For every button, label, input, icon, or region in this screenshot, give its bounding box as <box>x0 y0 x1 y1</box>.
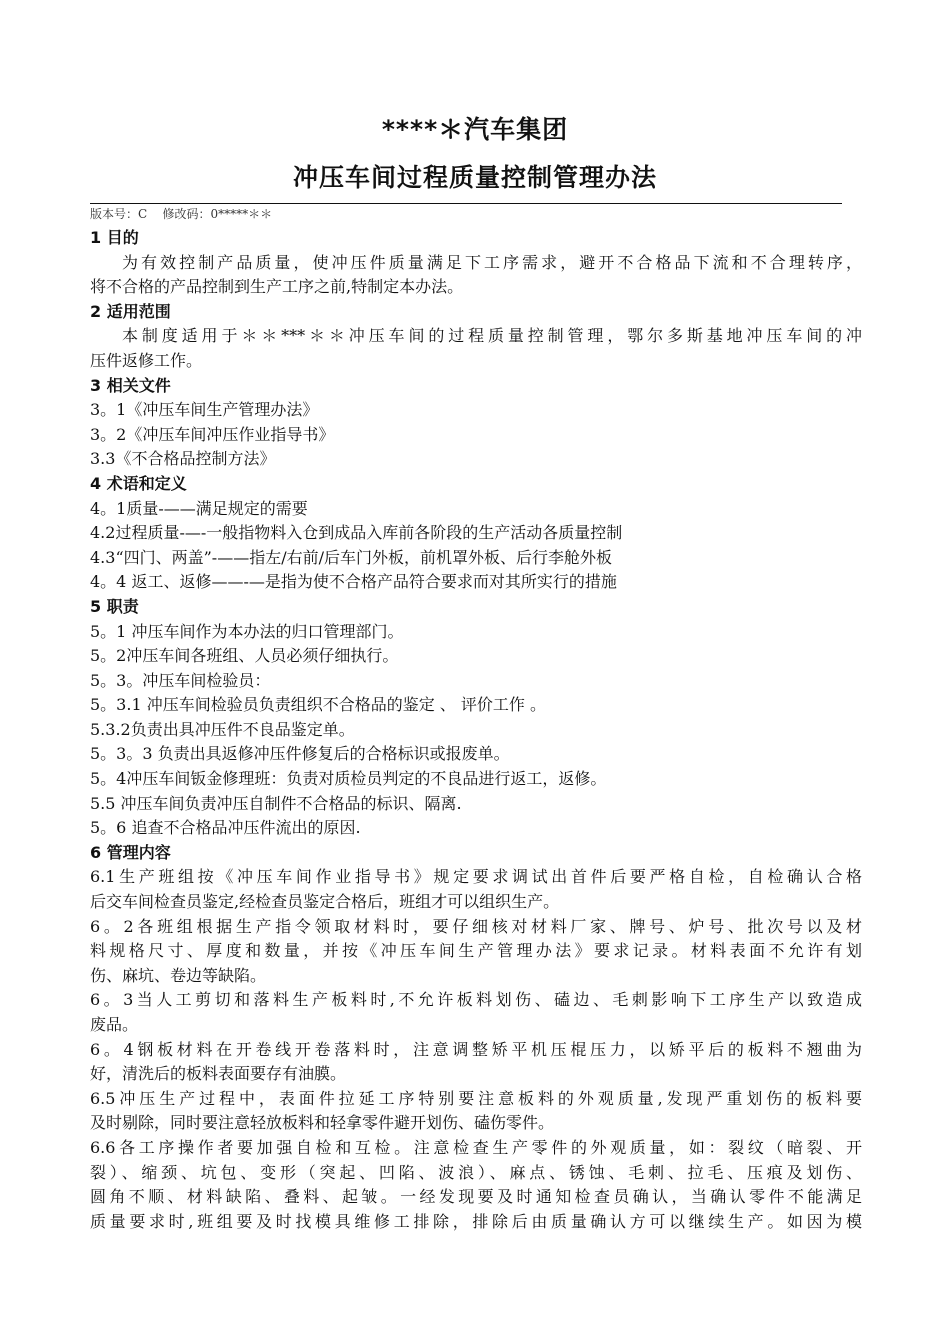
paragraph-line: 3。2《冲压车间冲压作业指导书》 <box>90 424 335 444</box>
paragraph-line: 6.1生产班组按《冲压车间作业指导书》规定要求调试出首件后要严格自检，自检确认合格 <box>90 867 862 887</box>
paragraph-line: 3。1《冲压车间生产管理办法》 <box>90 400 319 420</box>
paragraph-line: 4。1质量-——满足规定的需要 <box>90 498 308 518</box>
paragraph-line: 为有效控制产品质量，使冲压件质量满足下工序需求，避开不合格品下流和不合理转序， <box>122 252 862 272</box>
paragraph-line: 3.3《不合格品控制方法》 <box>90 449 276 469</box>
header-divider <box>90 203 842 204</box>
paragraph-line: 4。4 返工、返修——-—是指为使不合格产品符合要求而对其所实行的措施 <box>90 572 617 592</box>
paragraph-line: 6.6各工序操作者要加强自检和互检。注意检查生产零件的外观质量，如：裂纹（暗裂、开 <box>90 1137 862 1157</box>
paragraph-line: 料规格尺寸、厚度和数量，并按《冲压车间生产管理办法》要求记录。材料表面不允许有划 <box>90 941 862 961</box>
section-heading: 2 适用范围 <box>90 301 171 321</box>
paragraph-line: 5.3.2负责出具冲压件不良品鉴定单。 <box>90 719 355 739</box>
paragraph-line: 5。4冲压车间钣金修理班：负责对质检员判定的不良品进行返工，返修。 <box>90 769 607 789</box>
paragraph-line: 5.5 冲压车间负责冲压自制件不合格品的标识、隔离. <box>90 793 462 813</box>
document-body <box>90 226 862 1234</box>
paragraph-line: 6。3当人工剪切和落料生产板料时,不允许板料划伤、磕边、毛刺影响下工序生产以致造成 <box>90 990 862 1010</box>
paragraph-line: 圆角不顺、材料缺陷、叠料、起皱。一经发现要及时通知检查员确认，当确认零件不能满足 <box>90 1187 862 1207</box>
paragraph-line: 后交车间检查员鉴定,经检查员鉴定合格后，班组才可以组织生产。 <box>90 892 560 912</box>
paragraph-line: 裂）、缩颈、坑包、变形（突起、凹陷、波浪）、麻点、锈蚀、毛刺、拉毛、压痕及划伤、 <box>90 1162 862 1182</box>
paragraph-line: 废品。 <box>90 1015 139 1034</box>
section-heading: 3 相关文件 <box>90 375 171 395</box>
paragraph-line: 5。1 冲压车间作为本办法的归口管理部门。 <box>90 621 404 641</box>
paragraph-line: 好，清洗后的板料表面要存有油膜。 <box>90 1064 347 1084</box>
version-info: 版本号：C 修改码：0*****＊＊ <box>90 207 273 221</box>
paragraph-line: 5。3。冲压车间检验员： <box>90 670 271 690</box>
paragraph-line: 及时剔除，同时要注意轻放板料和轻拿零件避开划伤、磕伤零件。 <box>90 1113 555 1133</box>
paragraph-line: 4.2过程质量-—-一般指物料入仓到成品入库前各阶段的生产活动各质量控制 <box>90 523 623 543</box>
paragraph-line: 5。3.1 冲压车间检验员负责组织不合格品的鉴定 、 评价工作 。 <box>90 695 546 715</box>
paragraph-line: 压件返修工作。 <box>90 350 203 370</box>
section-heading: 6 管理内容 <box>90 842 171 862</box>
company-title: ****＊汽车集团 <box>381 115 569 144</box>
paragraph-line: 4.3“四门、两盖”-——指左/右前/后车门外板，前机罩外板、后行李舱外板 <box>90 547 612 567</box>
section-heading: 1 目的 <box>90 228 139 247</box>
paragraph-line: 5。2冲压车间各班组、人员必须仔细执行。 <box>90 646 399 666</box>
section-heading: 4 术语和定义 <box>90 473 187 493</box>
paragraph-line: 6。2各班组根据生产指令领取材料时，要仔细核对材料厂家、牌号、炉号、批次号以及材 <box>90 916 862 936</box>
section-heading: 5 职责 <box>90 596 139 616</box>
paragraph-line: 5。6 追查不合格品冲压件流出的原因. <box>90 818 361 838</box>
paragraph-line: 5。3。3 负责出具返修冲压件修复后的合格标识或报废单。 <box>90 744 510 764</box>
document-title: 冲压车间过程质量控制管理办法 <box>292 163 657 192</box>
paragraph-line: 伤、麻坑、卷边等缺陷。 <box>90 965 267 985</box>
paragraph-line: 本制度适用于＊＊***＊＊冲压车间的过程质量控制管理，鄂尔多斯基地冲压车间的冲 <box>122 326 862 346</box>
paragraph-line: 将不合格的产品控制到生产工序之前,特制定本办法。 <box>90 277 464 297</box>
paragraph-line: 质量要求时,班组要及时找模具维修工排除，排除后由质量确认方可以继续生产。如因为模 <box>90 1211 862 1231</box>
paragraph-line: 6。4钢板材料在开卷线开卷落料时，注意调整矫平机压棍压力，以矫平后的板料不翘曲为 <box>90 1039 862 1059</box>
paragraph-line: 6.5冲压生产过程中，表面件拉延工序特别要注意板料的外观质量,发现严重划伤的板料要 <box>90 1088 862 1108</box>
